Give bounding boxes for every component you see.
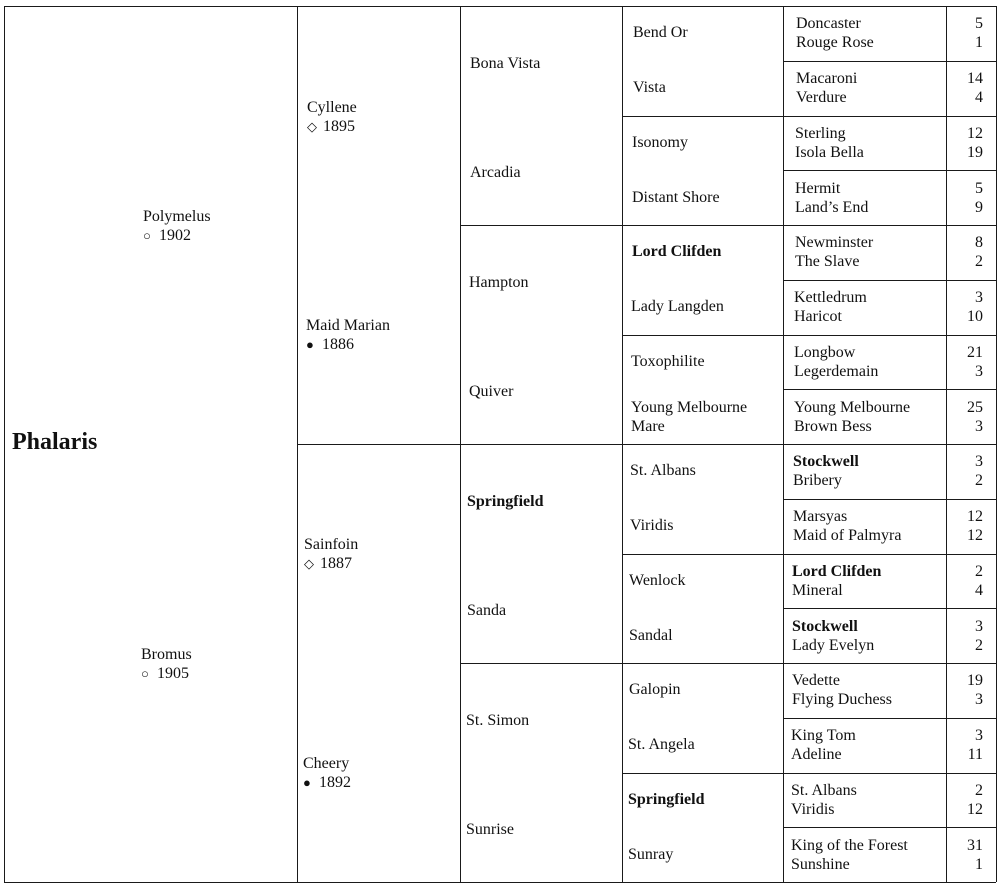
gen5-sire: Longbow	[794, 344, 856, 361]
gen5-sire: Sterling	[795, 125, 846, 142]
gen5-dam-number: 10	[967, 308, 983, 325]
gen5-sire-number: 5	[975, 15, 983, 32]
gen5-dam: Verdure	[796, 89, 847, 106]
gen5-dam-number: 4	[975, 582, 983, 599]
row-divider	[783, 718, 996, 719]
gen5-sire-number: 5	[975, 180, 983, 197]
gen4-name: Distant Shore	[632, 189, 720, 206]
gen2-mark: ●	[303, 775, 311, 790]
gen5-dam-number: 19	[967, 144, 983, 161]
row-divider	[783, 61, 996, 62]
gen5-dam-number: 9	[975, 199, 983, 216]
gen5-dam: Legerdemain	[794, 363, 879, 380]
gen2-year-line	[306, 335, 354, 354]
gen5-dam: Viridis	[791, 801, 835, 818]
dam-name: Bromus	[141, 646, 192, 663]
gen2-name: Sainfoin	[304, 536, 359, 553]
gen5-dam-number: 2	[975, 253, 983, 270]
gen4-name: Sunray	[628, 846, 674, 863]
gen5-sire: Hermit	[795, 180, 841, 197]
gen5-sire: Kettledrum	[794, 289, 867, 306]
gen5-dam-number: 11	[967, 746, 983, 763]
gen5-dam: Sunshine	[791, 856, 850, 873]
gen4-name: Sandal	[629, 627, 673, 644]
gen4-name: Mare	[631, 418, 665, 435]
gen5-dam-number: 1	[975, 34, 983, 51]
gen4-name: Isonomy	[632, 134, 688, 151]
frame-bottom	[4, 882, 996, 883]
gen5-sire-number: 3	[975, 727, 983, 744]
dam-year: 1905	[157, 665, 189, 682]
sire-name: Polymelus	[143, 208, 211, 225]
gen3-name: Sunrise	[466, 821, 514, 838]
gen5-sire-number: 3	[975, 289, 983, 306]
gen5-sire: Vedette	[792, 672, 840, 689]
row-divider	[783, 444, 996, 445]
gen4-name: St. Albans	[630, 462, 696, 479]
gen4-name: Young Melbourne	[631, 399, 748, 416]
gen3-name: Quiver	[469, 383, 514, 400]
gen5-sire: Doncaster	[796, 15, 861, 32]
gen5-dam: Mineral	[792, 582, 843, 599]
gen5-dam: Adeline	[791, 746, 842, 763]
gen2-year: 1895	[323, 118, 355, 135]
gen5-sire-number: 2	[975, 563, 983, 580]
gen5-sire: Stockwell	[793, 453, 859, 470]
gen2-year-line	[304, 554, 352, 573]
row-divider	[783, 663, 996, 664]
frame-top	[4, 6, 996, 7]
gen5-sire: Stockwell	[792, 618, 858, 635]
gen5-dam: Isola Bella	[795, 144, 864, 161]
sire-year: 1902	[159, 227, 191, 244]
gen5-sire: Marsyas	[793, 508, 848, 525]
sire-year-line	[143, 226, 191, 245]
gen5-dam: The Slave	[795, 253, 860, 270]
gen3-name: Hampton	[469, 274, 529, 291]
gen5-sire-number: 31	[967, 837, 983, 854]
gen5-dam: Land’s End	[795, 199, 869, 216]
gen5-dam: Haricot	[794, 308, 842, 325]
gen4-name: Wenlock	[629, 572, 686, 589]
dam-mark: ○	[141, 666, 149, 681]
gen5-dam: Rouge Rose	[796, 34, 874, 51]
row-divider	[783, 608, 996, 609]
gen5-sire-number: 3	[975, 453, 983, 470]
gen5-sire-number: 2	[975, 782, 983, 799]
row-divider	[783, 170, 996, 171]
gen3-name: Arcadia	[470, 164, 521, 181]
gen5-dam: Flying Duchess	[792, 691, 892, 708]
sire-mark: ○	[143, 228, 151, 243]
gen5-dam: Brown Bess	[794, 418, 872, 435]
gen5-dam-number: 4	[975, 89, 983, 106]
gen5-dam-number: 2	[975, 637, 983, 654]
gen5-dam-number: 12	[967, 527, 983, 544]
row-divider	[783, 116, 996, 117]
gen4-name: Toxophilite	[631, 353, 705, 370]
gen5-dam-number: 2	[975, 472, 983, 489]
gen2-year: 1892	[319, 774, 351, 791]
gen4-name: Bend Or	[633, 24, 688, 41]
gen2-year: 1887	[320, 555, 352, 572]
gen5-dam: Bribery	[793, 472, 842, 489]
row-divider	[783, 225, 996, 226]
row-divider	[783, 827, 996, 828]
gen5-sire: King of the Forest	[791, 837, 908, 854]
gen3-name: St. Simon	[466, 712, 530, 729]
gen5-sire: St. Albans	[791, 782, 857, 799]
gen2-name: Cyllene	[307, 99, 357, 116]
gen2-year-line	[307, 117, 355, 136]
gen4-name: Springfield	[628, 791, 705, 808]
gen5-sire-number: 19	[967, 672, 983, 689]
gen5-dam-number: 1	[975, 856, 983, 873]
gen5-dam-number: 3	[975, 363, 983, 380]
gen5-sire-number: 3	[975, 618, 983, 635]
gen4-name: St. Angela	[628, 736, 695, 753]
row-divider	[783, 335, 996, 336]
gen2-mark: ◇	[304, 556, 314, 571]
gen2-name: Cheery	[303, 755, 350, 772]
gen3-name: Springfield	[467, 493, 544, 510]
gen4-name: Lord Clifden	[632, 243, 722, 260]
subject-name: Phalaris	[12, 429, 98, 455]
row-divider	[783, 773, 996, 774]
row-divider	[783, 280, 996, 281]
gen5-dam-number: 12	[967, 801, 983, 818]
gen3-name: Bona Vista	[470, 55, 541, 72]
gen5-sire-number: 8	[975, 234, 983, 251]
row-divider	[783, 499, 996, 500]
gen2-year-line	[303, 773, 351, 792]
gen5-dam-number: 3	[975, 691, 983, 708]
gen5-sire: King Tom	[791, 727, 856, 744]
gen5-sire-number: 25	[967, 399, 983, 416]
gen5-sire: Young Melbourne	[794, 399, 911, 416]
frame-left	[4, 6, 5, 882]
gen2-name: Maid Marian	[306, 317, 390, 334]
gen2-mark: ◇	[307, 119, 317, 134]
gen2-mark: ●	[306, 337, 314, 352]
gen4-name: Galopin	[629, 681, 681, 698]
gen5-dam: Lady Evelyn	[792, 637, 875, 654]
gen5-dam: Maid of Palmyra	[793, 527, 902, 544]
gen4-name: Vista	[633, 79, 666, 96]
gen4-name: Lady Langden	[631, 298, 724, 315]
gen3-name: Sanda	[467, 602, 507, 619]
gen5-sire-number: 21	[967, 344, 983, 361]
gen5-sire: Macaroni	[796, 70, 858, 87]
gen5-sire-number: 14	[967, 70, 983, 87]
row-divider	[783, 389, 996, 390]
dam-year-line	[141, 664, 189, 683]
frame-right	[996, 6, 997, 882]
gen4-name: Viridis	[630, 517, 674, 534]
gen5-dam-number: 3	[975, 418, 983, 435]
gen5-sire-number: 12	[967, 508, 983, 525]
row-divider	[783, 554, 996, 555]
gen5-sire: Lord Clifden	[792, 563, 882, 580]
gen2-year: 1886	[322, 336, 354, 353]
gen5-sire: Newminster	[795, 234, 874, 251]
gen5-sire-number: 12	[967, 125, 983, 142]
